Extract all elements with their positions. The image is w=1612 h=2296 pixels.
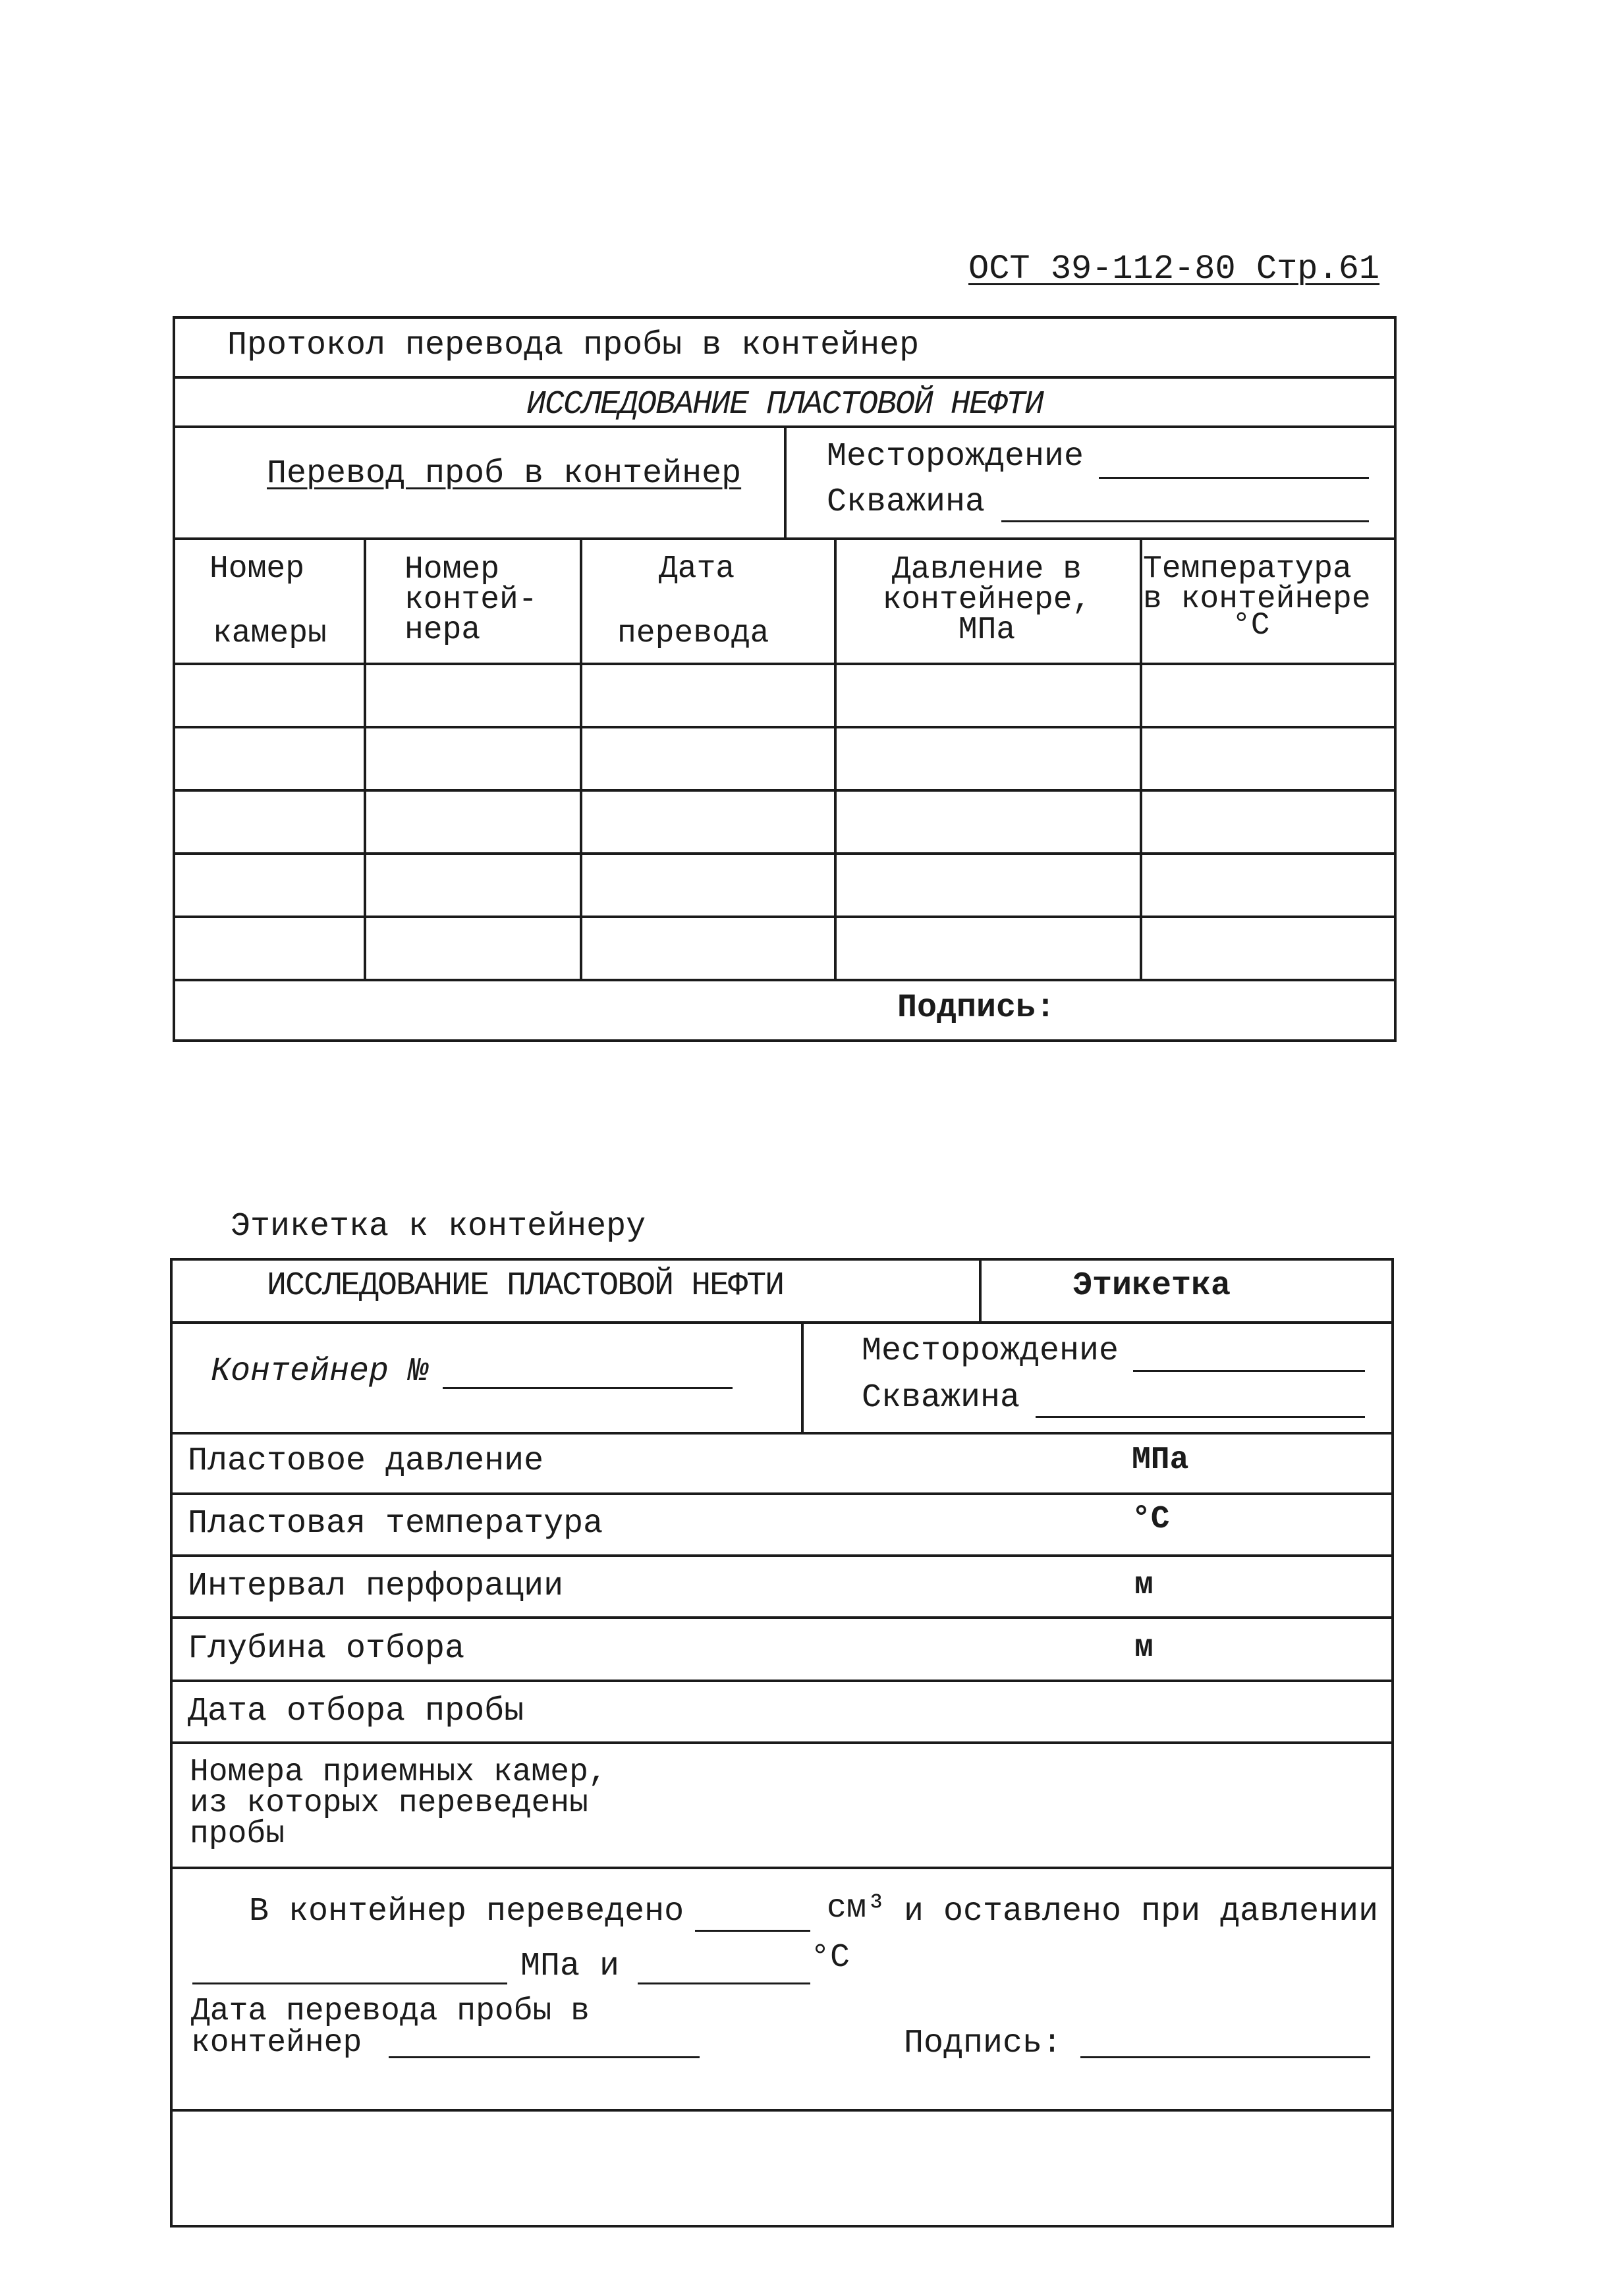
protocol-bottom-border	[173, 1039, 1397, 1042]
transfer-date-label: Дата перевода пробы в контейнер	[191, 1994, 590, 2061]
divider	[173, 537, 1397, 540]
sampling-depth-unit: м	[1134, 1630, 1153, 1666]
transfer-pressure-line[interactable]	[192, 1982, 507, 1984]
field-input-line[interactable]	[1099, 477, 1369, 479]
divider	[170, 1741, 1394, 1744]
col-temperature: Температура в контейнере °C	[1143, 551, 1371, 643]
divider	[801, 1321, 804, 1433]
reservoir-pressure-unit: МПа	[1132, 1442, 1189, 1478]
table-row	[173, 916, 1397, 918]
divider	[170, 1432, 1394, 1435]
label-field-label: Месторождение	[862, 1332, 1119, 1370]
well-label: Скважина	[827, 483, 986, 521]
reservoir-temperature-label: Пластовая температура	[188, 1505, 603, 1543]
divider	[170, 1867, 1394, 1869]
label-top-border	[170, 1258, 1394, 1261]
protocol-top-border	[173, 316, 1397, 319]
sampling-depth-label: Глубина отбора	[188, 1630, 465, 1668]
document-reference: ОСТ 39-112-80 Стр.61	[968, 250, 1380, 288]
col-chamber-number: Номер	[209, 551, 305, 587]
grid-col-line	[834, 537, 837, 979]
well-input-line[interactable]	[1001, 520, 1369, 522]
table-row	[173, 979, 1397, 981]
chambers-label: Номера приемных камер, из которых переведены пробы	[190, 1755, 607, 1853]
label-well-label: Скважина	[862, 1379, 1020, 1417]
label-bottom-border	[170, 2225, 1394, 2228]
table-row	[173, 852, 1397, 855]
protocol-subtitle: Перевод проб в контейнер	[267, 455, 742, 493]
col-transfer-date-2: перевода	[617, 616, 769, 651]
perforation-interval-label: Интервал перфорации	[188, 1568, 564, 1605]
label-heading: Этикетка к контейнеру	[231, 1208, 646, 1245]
table-row	[173, 663, 1397, 665]
col-pressure: Давление в контейнере, МПа	[882, 552, 1092, 648]
reservoir-temperature-unit: °C	[1132, 1502, 1170, 1537]
protocol-title: Протокол перевода пробы в контейнер	[227, 327, 920, 364]
col-chamber-number-2: камеры	[213, 616, 327, 651]
label-tag: Этикетка	[1072, 1267, 1231, 1305]
unit-cm3: см³	[827, 1890, 887, 1927]
col-transfer-date: Дата	[659, 551, 735, 587]
signature-label: Подпись:	[897, 989, 1056, 1027]
unit-celsius: °C	[810, 1939, 850, 1977]
label-well-input-line[interactable]	[1036, 1416, 1365, 1418]
divider	[170, 1554, 1394, 1557]
container-label: Контейнер №	[211, 1353, 429, 1390]
label-study-title: ИССЛЕДОВАНИЕ ПЛАСТОВОЙ НЕФТИ	[267, 1267, 784, 1305]
protocol-left-border	[173, 316, 175, 1041]
transfer-date-line[interactable]	[389, 2056, 700, 2058]
divider	[784, 425, 787, 537]
grid-col-line	[580, 537, 582, 979]
divider	[170, 2109, 1394, 2112]
transfer-text-2: и оставлено при давлении	[904, 1893, 1379, 1930]
transfer-text-1: В контейнер переведено	[249, 1893, 684, 1930]
perforation-interval-unit: м	[1134, 1568, 1153, 1603]
table-row	[173, 789, 1397, 792]
transfer-signature-label: Подпись:	[904, 2025, 1063, 2062]
protocol-right-border	[1394, 316, 1397, 1041]
table-row	[173, 726, 1397, 728]
field-label: Месторождение	[827, 438, 1084, 476]
reservoir-pressure-label: Пластовое давление	[188, 1442, 544, 1480]
transferred-volume-line[interactable]	[695, 1930, 810, 1932]
divider	[170, 1321, 1394, 1324]
divider	[170, 1492, 1394, 1495]
grid-col-line	[364, 537, 366, 979]
divider	[173, 376, 1397, 379]
unit-mpa-and: МПа и	[520, 1948, 620, 1985]
grid-col-line	[1140, 537, 1142, 979]
transfer-signature-line[interactable]	[1080, 2056, 1370, 2058]
protocol-study-title: ИССЛЕДОВАНИЕ ПЛАСТОВОЙ НЕФТИ	[526, 386, 1043, 424]
col-container-number: Номер контей- нера	[404, 552, 538, 648]
divider	[170, 1616, 1394, 1619]
divider	[979, 1258, 982, 1323]
divider	[170, 1680, 1394, 1682]
container-input-line[interactable]	[443, 1387, 733, 1389]
transfer-temperature-line[interactable]	[638, 1982, 810, 1984]
sampling-date-label: Дата отбора пробы	[188, 1693, 524, 1730]
label-field-input-line[interactable]	[1133, 1370, 1365, 1372]
